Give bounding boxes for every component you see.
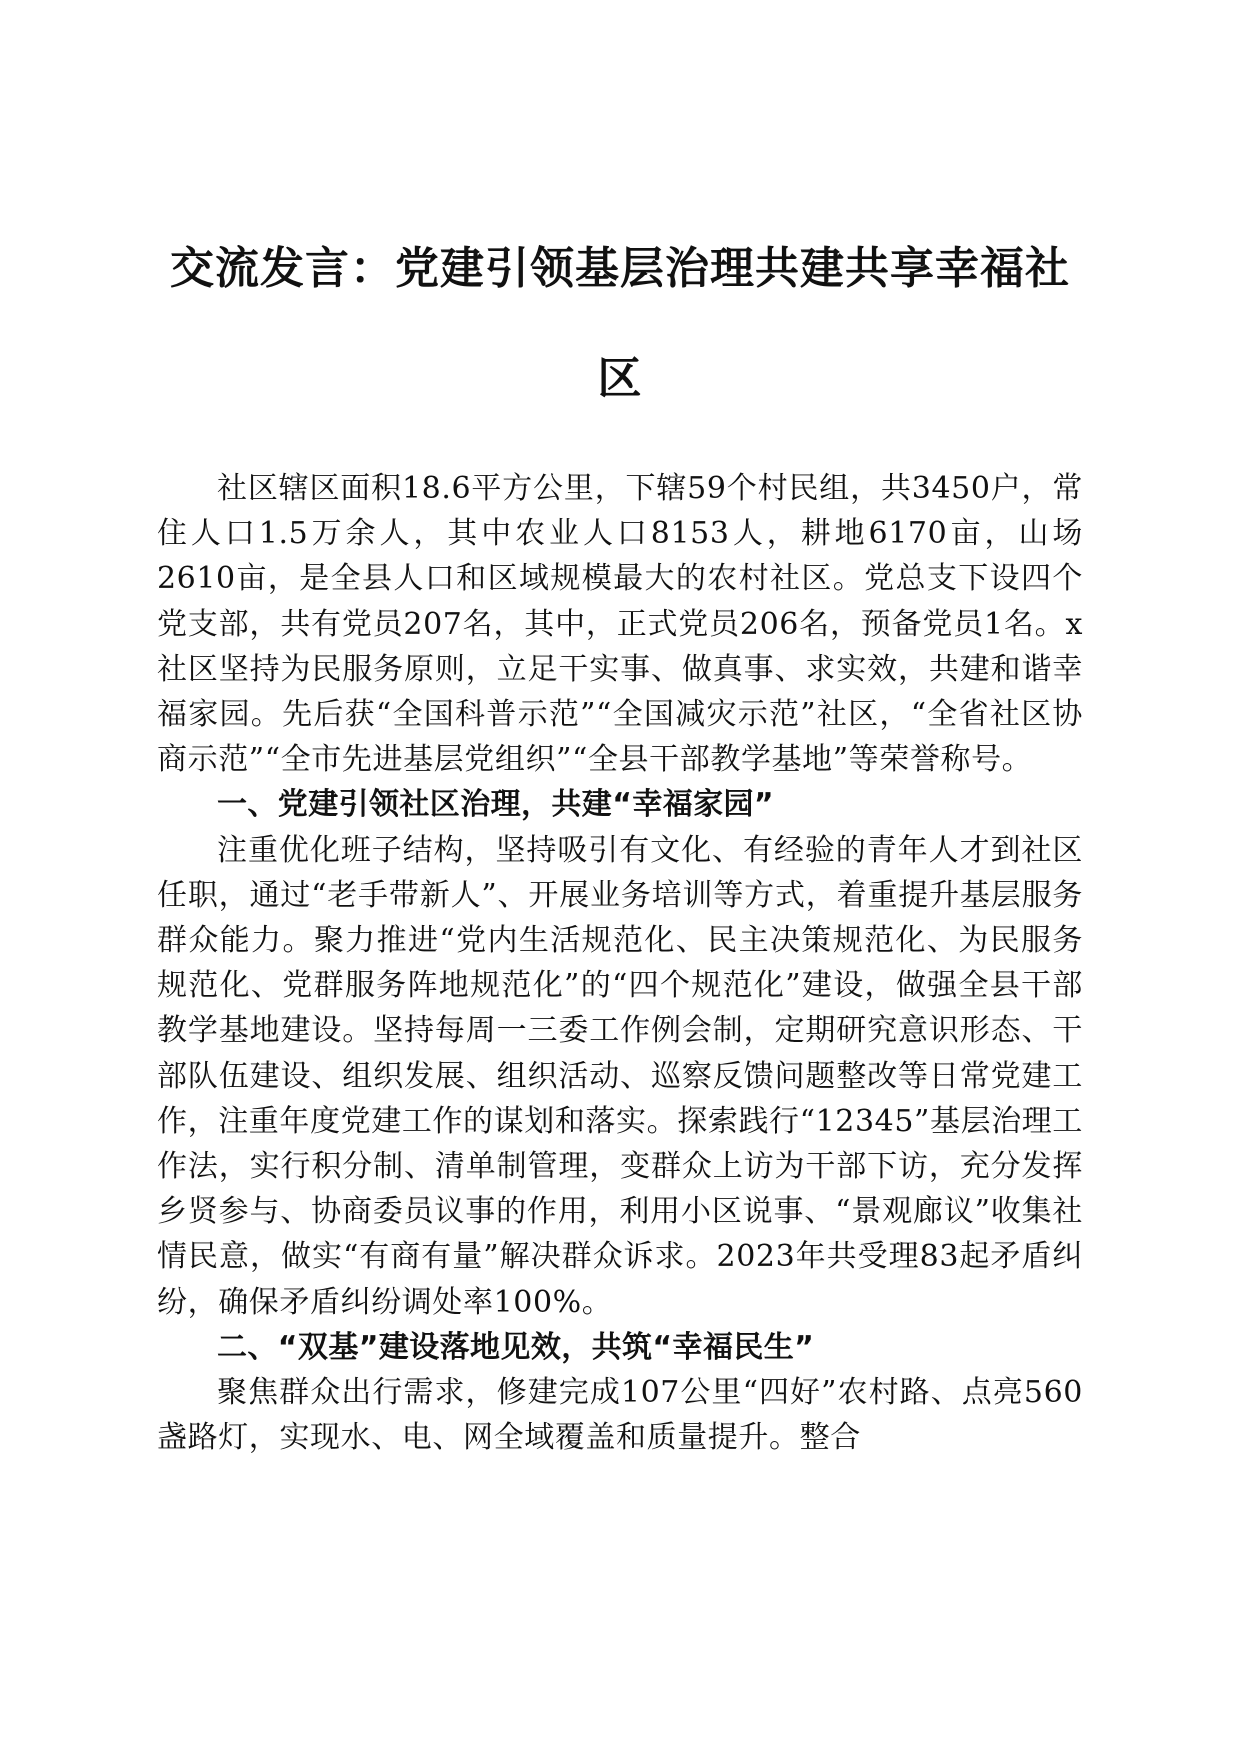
document-body xyxy=(157,466,1083,1460)
intro-paragraph: 社区辖区面积18.6平方公里，下辖59个村民组，共3450户，常住人口1.5万余人，其中农业人口8153人，耕地6170亩，山场2610亩，是全县人口和区域规模最大的农村社区。党总支下设四个党支部，共有党员207名，其中，正式党员206名，预备党员1名。x社区坚持为民服务原则，立足干实事、做真事、求实效，共建和谐幸福家园。先后获“全国科普示范”“全国减灾示范”社区，“全省社区协商示范”“全市先进基层党组织”“全县干部教学基地”等荣誉称号。 xyxy=(157,471,1083,778)
section-heading-1: 一、党建引领社区治理，共建“幸福家园” xyxy=(217,787,775,823)
document-title: 交流发言：党建引领基层治理共建共享幸福社区 xyxy=(170,243,1070,404)
section-2-paragraph: 聚焦群众出行需求，修建完成107公里“四好”农村路、点亮560盏路灯，实现水、电、网全域覆盖和质量提升。整合 xyxy=(157,1375,1083,1456)
section-heading-2: 二、“双基”建设落地见效，共筑“幸福民生” xyxy=(217,1329,815,1365)
section-1-paragraph: 注重优化班子结构，坚持吸引有文化、有经验的青年人才到社区任职，通过“老手带新人”、开展业务培训等方式，着重提升基层服务群众能力。聚力推进“党内生活规范化、民主决策规范化、为民服务规范化、党群服务阵地规范化”的“四个规范化”建设，做强全县干部教学基地建设。坚持每周一三委工作例会制，定期研究意识形态、干部队伍建设、组织发展、组织活动、巡察反馈问题整改等日常党建工作，注重年度党建工作的谋划和落实。探索践行“12345”基层治理工作法，实行积分制、清单制管理，变群众上访为干部下访，充分发挥乡贤参与、协商委员议事的作用，利用小区说事、“景观廊议”收集社情民意，做实“有商有量”解决群众诉求。2023年共受理83起矛盾纠纷，确保矛盾纠纷调处率100%。 xyxy=(157,832,1083,1320)
